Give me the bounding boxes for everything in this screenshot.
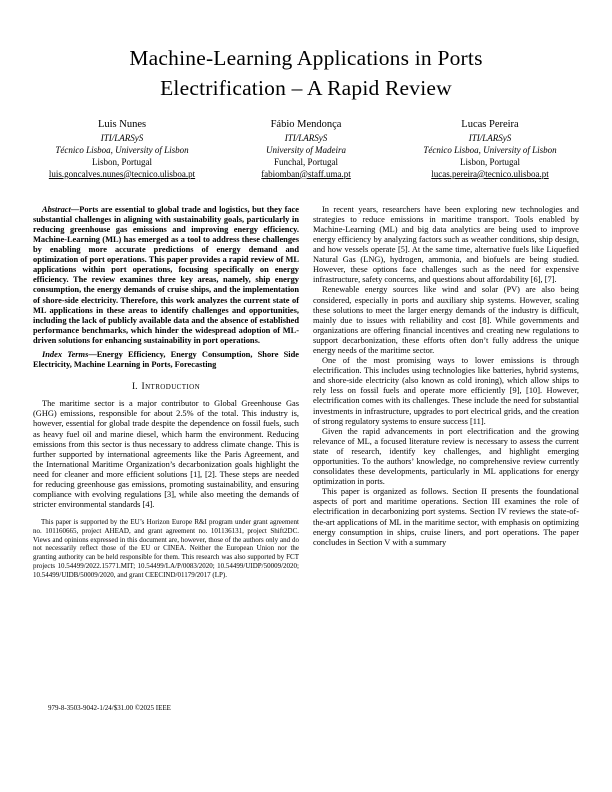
right-column [313,205,579,580]
author-email-link[interactable]: luis.goncalves.nunes@tecnico.ulisboa.pt [48,168,196,179]
author-block-2 [217,118,395,180]
section-heading-introduction [33,382,299,392]
index-terms-text: —Energy Efficiency, Energy Consumption, Shore Side Electricity, Machine Learning in Ports, Forecasting [33,349,299,370]
intro-paragraph-5: Given the rapid advancements in port electrification and the growing relevance of ML, a focused literature review is necessary to assess the current state of research, identify key challenges, and highlight emerging opportunities. To the authors’ knowledge, no comprehensive review currently consolidates these developments, particularly in ML applications for energy optimization in ports. [313,426,579,487]
abstract-paragraph [33,205,299,346]
paper-title [0,44,612,103]
abstract-text: —Ports are essential to global trade and logistics, but they face substantial challenges in aligning with sustainability goals, particularly in reducing greenhouse gas emissions and improving energy efficiency. Machine-Learning (ML) has emerged as a tool to address these challenges by enabling more accurate predictions of energy demand and optimization of port operations. This paper provides a rapid review of ML applications within port operations, focusing specifically on energy efficiency. The review examines three key areas, namely, ship energy consumption, the energy demands of cruise ships, and the implementation of shore-side electricity. Therefore, this work analyzes the current state of ML applications in these areas to identify challenges and opportunities, including the lack of publicly available data and the absence of established performance benchmarks, which hinder the widespread adoption of ML-driven solutions for enhancing sustainability in port operations. [33,204,299,345]
section-title: Introduction [141,382,201,393]
author-affiliation: Técnico Lisboa, University of Lisbon [55,145,189,156]
two-column-body [0,205,612,580]
abstract-label: Abstract [42,204,71,214]
author-email-link[interactable]: lucas.pereira@tecnico.ulisboa.pt [431,168,549,179]
author-name: Fábio Mendonça [270,119,342,131]
author-name: Lucas Pereira [461,119,519,131]
author-location: Lisbon, Portugal [460,156,520,167]
section-number: I. [131,382,138,393]
author-row [0,118,612,180]
index-terms-paragraph [33,350,299,370]
author-block-1 [33,118,211,180]
index-terms-label: Index Terms [42,349,89,359]
author-affiliation: University of Madeira [266,145,346,156]
paper-title-line2: Electrification – A Rapid Review [160,75,452,100]
copyright-line: 979-8-3503-9042-1/24/$31.00 ©2025 IEEE [48,704,171,712]
left-column [33,205,299,580]
author-location: Lisbon, Portugal [92,156,152,167]
intro-paragraph-4: One of the most promising ways to lower emissions is through electrification. This includes using technologies like batteries, hybrid systems, and shore-side electricity (also known as cold ironing), which allow ships to rely less on fossil fuels and operate more efficiently [9], [10]. However, electrification comes with its challenges. These include the need for substantial investments in infrastructure, upgrades to port electrical grids, and the creation of strong regulatory systems to ensure success [11]. [313,356,579,426]
intro-paragraph-3: Renewable energy sources like wind and solar (PV) are also being considered, especially in ports and auxiliary ship systems. However, scaling these solutions to meet the larger energy demands of the industry is difficult, mainly due to issues with reliability and cost [8]. While governments and organizations are offering financial incentives and creating new regulations to support decarbonization, these efforts often don’t fully address the unique energy needs of the maritime sector. [313,285,579,355]
author-affiliation: Técnico Lisboa, University of Lisbon [423,145,557,156]
intro-paragraph-1: The maritime sector is a major contributor to Global Greenhouse Gas (GHG) emissions, responsible for about 2.5% of the total. This industry is, however, essential for global trade despite the dependence on fossil fuels, such as heavy fuel oil and marine diesel, which harm the environment. Reducing emissions from this sector is thus necessary to address climate change. This is further supported by international agreements like the Paris Agreement, and the International Maritime Organization’s decarbonization goals highlight the need for cleaner and more efficient solutions [1], [2]. These steps are needed for reducing greenhouse gas emissions, promoting sustainability, and ensuring compliance with evolving regulations [3], while also meeting the demands of stricter environmental standards [4]. [33,399,299,510]
author-group: ITI/LARSyS [468,133,512,144]
intro-paragraph-6: This paper is organized as follows. Section II presents the foundational aspects of port and maritime operations. Section III examines the role of electrification in decarbonizing port systems. Section IV reviews the state-of-the-art applications of ML in the maritime sector, with emphasis on optimizing energy consumption in ships, cruise liners, and port operations. The paper concludes in Section V with a summary [313,487,579,547]
author-group: ITI/LARSyS [100,133,144,144]
funding-footnote: This paper is supported by the EU’s Horizon Europe R&I program under grant agreement no. 101160665, project AHEAD, and grant agreement no. 101136131, project Shift2DC. Views and opinions expressed in this document are, however, those of the authors only and do not necessarily reflect those of the EU or CINEA. Neither the European Union nor the granting authority can be held responsible for them. This research was also supported by FCT projects 10.54499/2022.15771.MIT; 10.54499/LA/P/0083/2020; 10.54499/UIDP/50009/2020; 10.54499/UIDB/50009/2020, and grant CEECIND/01179/2017 (LP). [33,518,299,579]
author-location: Funchal, Portugal [274,156,338,167]
author-email-link[interactable]: fabiomban@staff.uma.pt [261,168,351,179]
author-name: Luis Nunes [97,119,147,131]
author-block-3 [401,118,579,180]
paper-title-line1: Machine-Learning Applications in Ports [129,46,483,70]
intro-paragraph-2: In recent years, researchers have been exploring new technologies and strategies to reduce emissions in maritime transport. Tools enabled by Machine-Learning (ML) and big data analytics are being used to improve energy efficiency by analyzing factors such as weather conditions, ship design, and how vessels operate [5]. At the same time, alternative fuels like Liquefied Natural Gas (LNG), hydrogen, ammonia, and biofuels are being studied. However, these options face challenges such as the need for expensive infrastructure, safety concerns, and questions about affordability [6], [7]. [313,204,579,285]
author-group: ITI/LARSyS [284,133,328,144]
